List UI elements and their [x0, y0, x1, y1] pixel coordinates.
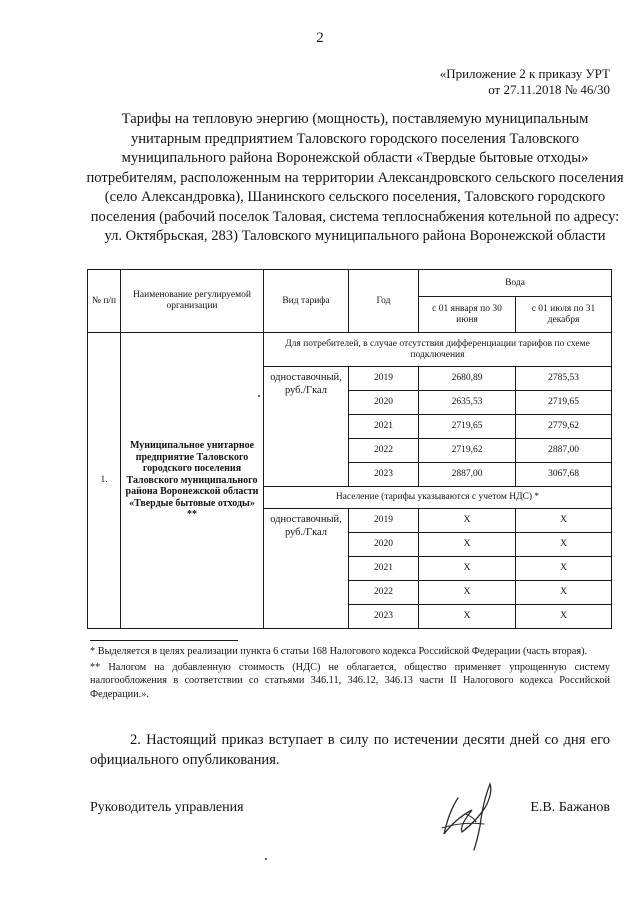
table-header-row: [88, 270, 612, 297]
handwritten-signature: [420, 770, 510, 860]
value-h2: 2779,62: [516, 415, 612, 439]
clause-effective-date: 2. Настоящий приказ вступает в силу по истечении десяти дней со дня его официального опубликования.: [90, 732, 610, 768]
value-h2: 2785,53: [516, 367, 612, 391]
value-h1: 2887,00: [419, 463, 516, 487]
year-cell: 2019: [349, 509, 419, 533]
tariff-table: [87, 269, 612, 629]
value-h1: Х: [419, 581, 516, 605]
year-cell: 2021: [349, 557, 419, 581]
group-label-2: Население (тарифы указываются с учетом НДС) *: [264, 487, 612, 509]
footnotes: [90, 645, 610, 703]
tariff-type-1: одноставочный, руб./Гкал: [264, 367, 349, 487]
header-year: Год: [349, 270, 419, 333]
annex-line-2: от 27.11.2018 № 46/30: [488, 82, 610, 97]
value-h1: Х: [419, 533, 516, 557]
value-h2: Х: [516, 581, 612, 605]
value-h1: 2680,89: [419, 367, 516, 391]
document-title: Тарифы на тепловую энергию (мощность), поставляемую муниципальным унитарным предприятием Таловского городского поселения Таловского муниципального района Воронежской области «Твердые бытовые отходы» потребителям, расположенным на территории Александровского сельского поселения (село Александровка), Шанинского сельского поселения, Таловского городского поселения (рабочий поселок Таловая, система теплоснабжения котельной по адресу: ул. Октябрьская, 283) Таловского муниципального района Воронежской области: [86, 111, 624, 244]
group-row-1: [88, 333, 612, 367]
year-cell: 2020: [349, 533, 419, 557]
group-label-1: Для потребителей, в случае отсутствия дифференциации тарифов по схеме подключения: [264, 333, 612, 367]
footnote-divider: [90, 640, 238, 641]
signer-position: Руководитель управления: [90, 800, 244, 815]
scan-mark: [258, 395, 260, 397]
header-period-1: с 01 января по 30 июня: [419, 297, 516, 333]
value-h1: Х: [419, 605, 516, 629]
year-cell: 2020: [349, 391, 419, 415]
value-h2: 3067,68: [516, 463, 612, 487]
year-cell: 2022: [349, 439, 419, 463]
value-h2: Х: [516, 509, 612, 533]
tariff-type-2: одноставочный, руб./Гкал: [264, 509, 349, 629]
page-number: 2: [316, 30, 324, 46]
header-org: Наименование регулируемой организации: [121, 270, 264, 333]
header-tariff-type: Вид тарифа: [264, 270, 349, 333]
year-cell: 2023: [349, 605, 419, 629]
header-period-2: с 01 июля по 31 декабря: [516, 297, 612, 333]
value-h1: 2719,65: [419, 415, 516, 439]
row-number: 1.: [88, 333, 121, 629]
header-number: № п/п: [88, 270, 121, 333]
year-cell: 2023: [349, 463, 419, 487]
footnote-1: * Выделяется в целях реализации пункта 6 статьи 168 Налогового кодекса Российской Федерации (часть вторая).: [90, 646, 588, 657]
footnote-2: ** Налогом на добавленную стоимость (НДС) не облагается, общество применяет упрощенную систему налогообложения в соответствии со статьями 346.11, 346.12, 346.13 части II Налогового кодекса Российской Федерации.».: [90, 661, 610, 700]
value-h2: Х: [516, 557, 612, 581]
value-h1: 2719,62: [419, 439, 516, 463]
annex-reference: [440, 66, 610, 98]
annex-line-1: «Приложение 2 к приказу УРТ: [439, 66, 610, 81]
value-h2: 2719,65: [516, 391, 612, 415]
org-name: Муниципальное унитарное предприятие Таловского городского поселения Таловского муниципального района Воронежской области «Твердые бытовые отходы» **: [121, 333, 264, 629]
year-cell: 2022: [349, 581, 419, 605]
scan-mark: [265, 858, 267, 860]
value-h1: Х: [419, 557, 516, 581]
value-h2: Х: [516, 533, 612, 557]
value-h1: Х: [419, 509, 516, 533]
header-water: Вода: [419, 270, 612, 297]
year-cell: 2019: [349, 367, 419, 391]
value-h2: Х: [516, 605, 612, 629]
year-cell: 2021: [349, 415, 419, 439]
value-h1: 2635,53: [419, 391, 516, 415]
value-h2: 2887,00: [516, 439, 612, 463]
signer-name: Е.В. Бажанов: [530, 800, 610, 815]
